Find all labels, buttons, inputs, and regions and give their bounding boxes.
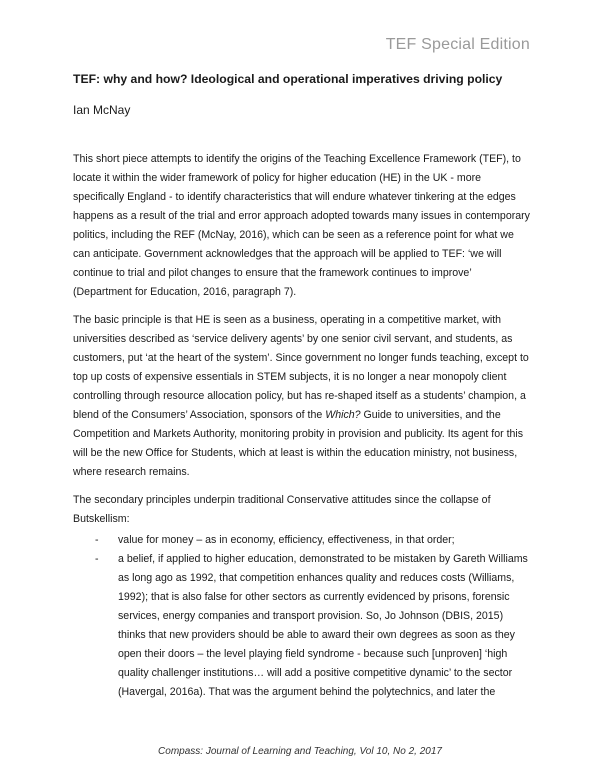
article-title: TEF: why and how? Ideological and operational imperatives driving policy bbox=[73, 72, 503, 86]
journal-footer: Compass: Journal of Learning and Teaching, Vol 10, No 2, 2017 bbox=[158, 746, 442, 757]
list-item bbox=[95, 550, 533, 702]
paragraph-basic-principle bbox=[73, 311, 533, 482]
which-guide-title: Which? bbox=[325, 409, 361, 421]
list-item-text: value for money – as in economy, efficiency, effectiveness, in that order; bbox=[118, 534, 455, 546]
paragraph-text-start: The basic principle is that HE is seen as a business, operating in a competitive market, with universities described as ‘service delivery agents’ by one senior civil servant, and students, as customers, put ‘at the heart of the system’. Since government no longer funds teaching, except to top up costs of expensive essentials in STEM subjects, it is no longer a near monopoly client controlling through resource allocation policy, but has re-shaped itself as a students’ champion, a blend of the Consumers’ Association, sponsors of the bbox=[73, 314, 529, 421]
bullet-dash: - bbox=[95, 553, 99, 565]
paragraph-secondary-principles: The secondary principles underpin traditional Conservative attitudes since the collapse of Butskellism: bbox=[73, 494, 491, 525]
paragraph-intro: This short piece attempts to identify the origins of the Teaching Excellence Framework (TEF), to locate it within the wider framework of policy for higher education (HE) in the UK - more specifically England - to identify characteristics that will endure whatever tinkering at the edges happens as a result of the trial and error approach adopted towards many issues in contemporary politics, including the REF (McNay, 2016), which can be seen as a reference point for what we can anticipate. Government acknowledges that the approach will be applied to TEF: ‘we will continue to trial and pilot changes to ensure that the framework continues to improve’ (Department for Education, 2016, paragraph 7). bbox=[73, 153, 530, 298]
article-body bbox=[73, 150, 533, 702]
paragraph-text-end: Guide to universities, and the Competition and Markets Authority, monitoring probity in provision and publicity. Its agent for this will be the new Office for Students, which at least is within the education ministry, not business, where research remains. bbox=[73, 409, 524, 478]
bullet-dash: - bbox=[95, 534, 99, 546]
list-item-text: a belief, if applied to higher education, demonstrated to be mistaken by Gareth Williams as long ago as 1992, that competition enhances quality and reduces costs (Williams, 1992); that is also false for other sectors as currently evidenced by prisons, forensic services, energy companies and transport provision. So, Jo Johnson (DBIS, 2015) thinks that new providers should be able to award their own degrees as soon as they open their doors – the level playing field syndrome - because such [unproven] ‘high quality challenger institutions… will add a positive competitive dynamic’ to the sector (Havergal, 2016a). That was the argument behind the polytechnics, and later the bbox=[118, 553, 528, 698]
principles-list bbox=[73, 531, 533, 702]
author-name: Ian McNay bbox=[73, 103, 131, 117]
list-item bbox=[95, 531, 533, 550]
running-header: TEF Special Edition bbox=[385, 36, 530, 53]
